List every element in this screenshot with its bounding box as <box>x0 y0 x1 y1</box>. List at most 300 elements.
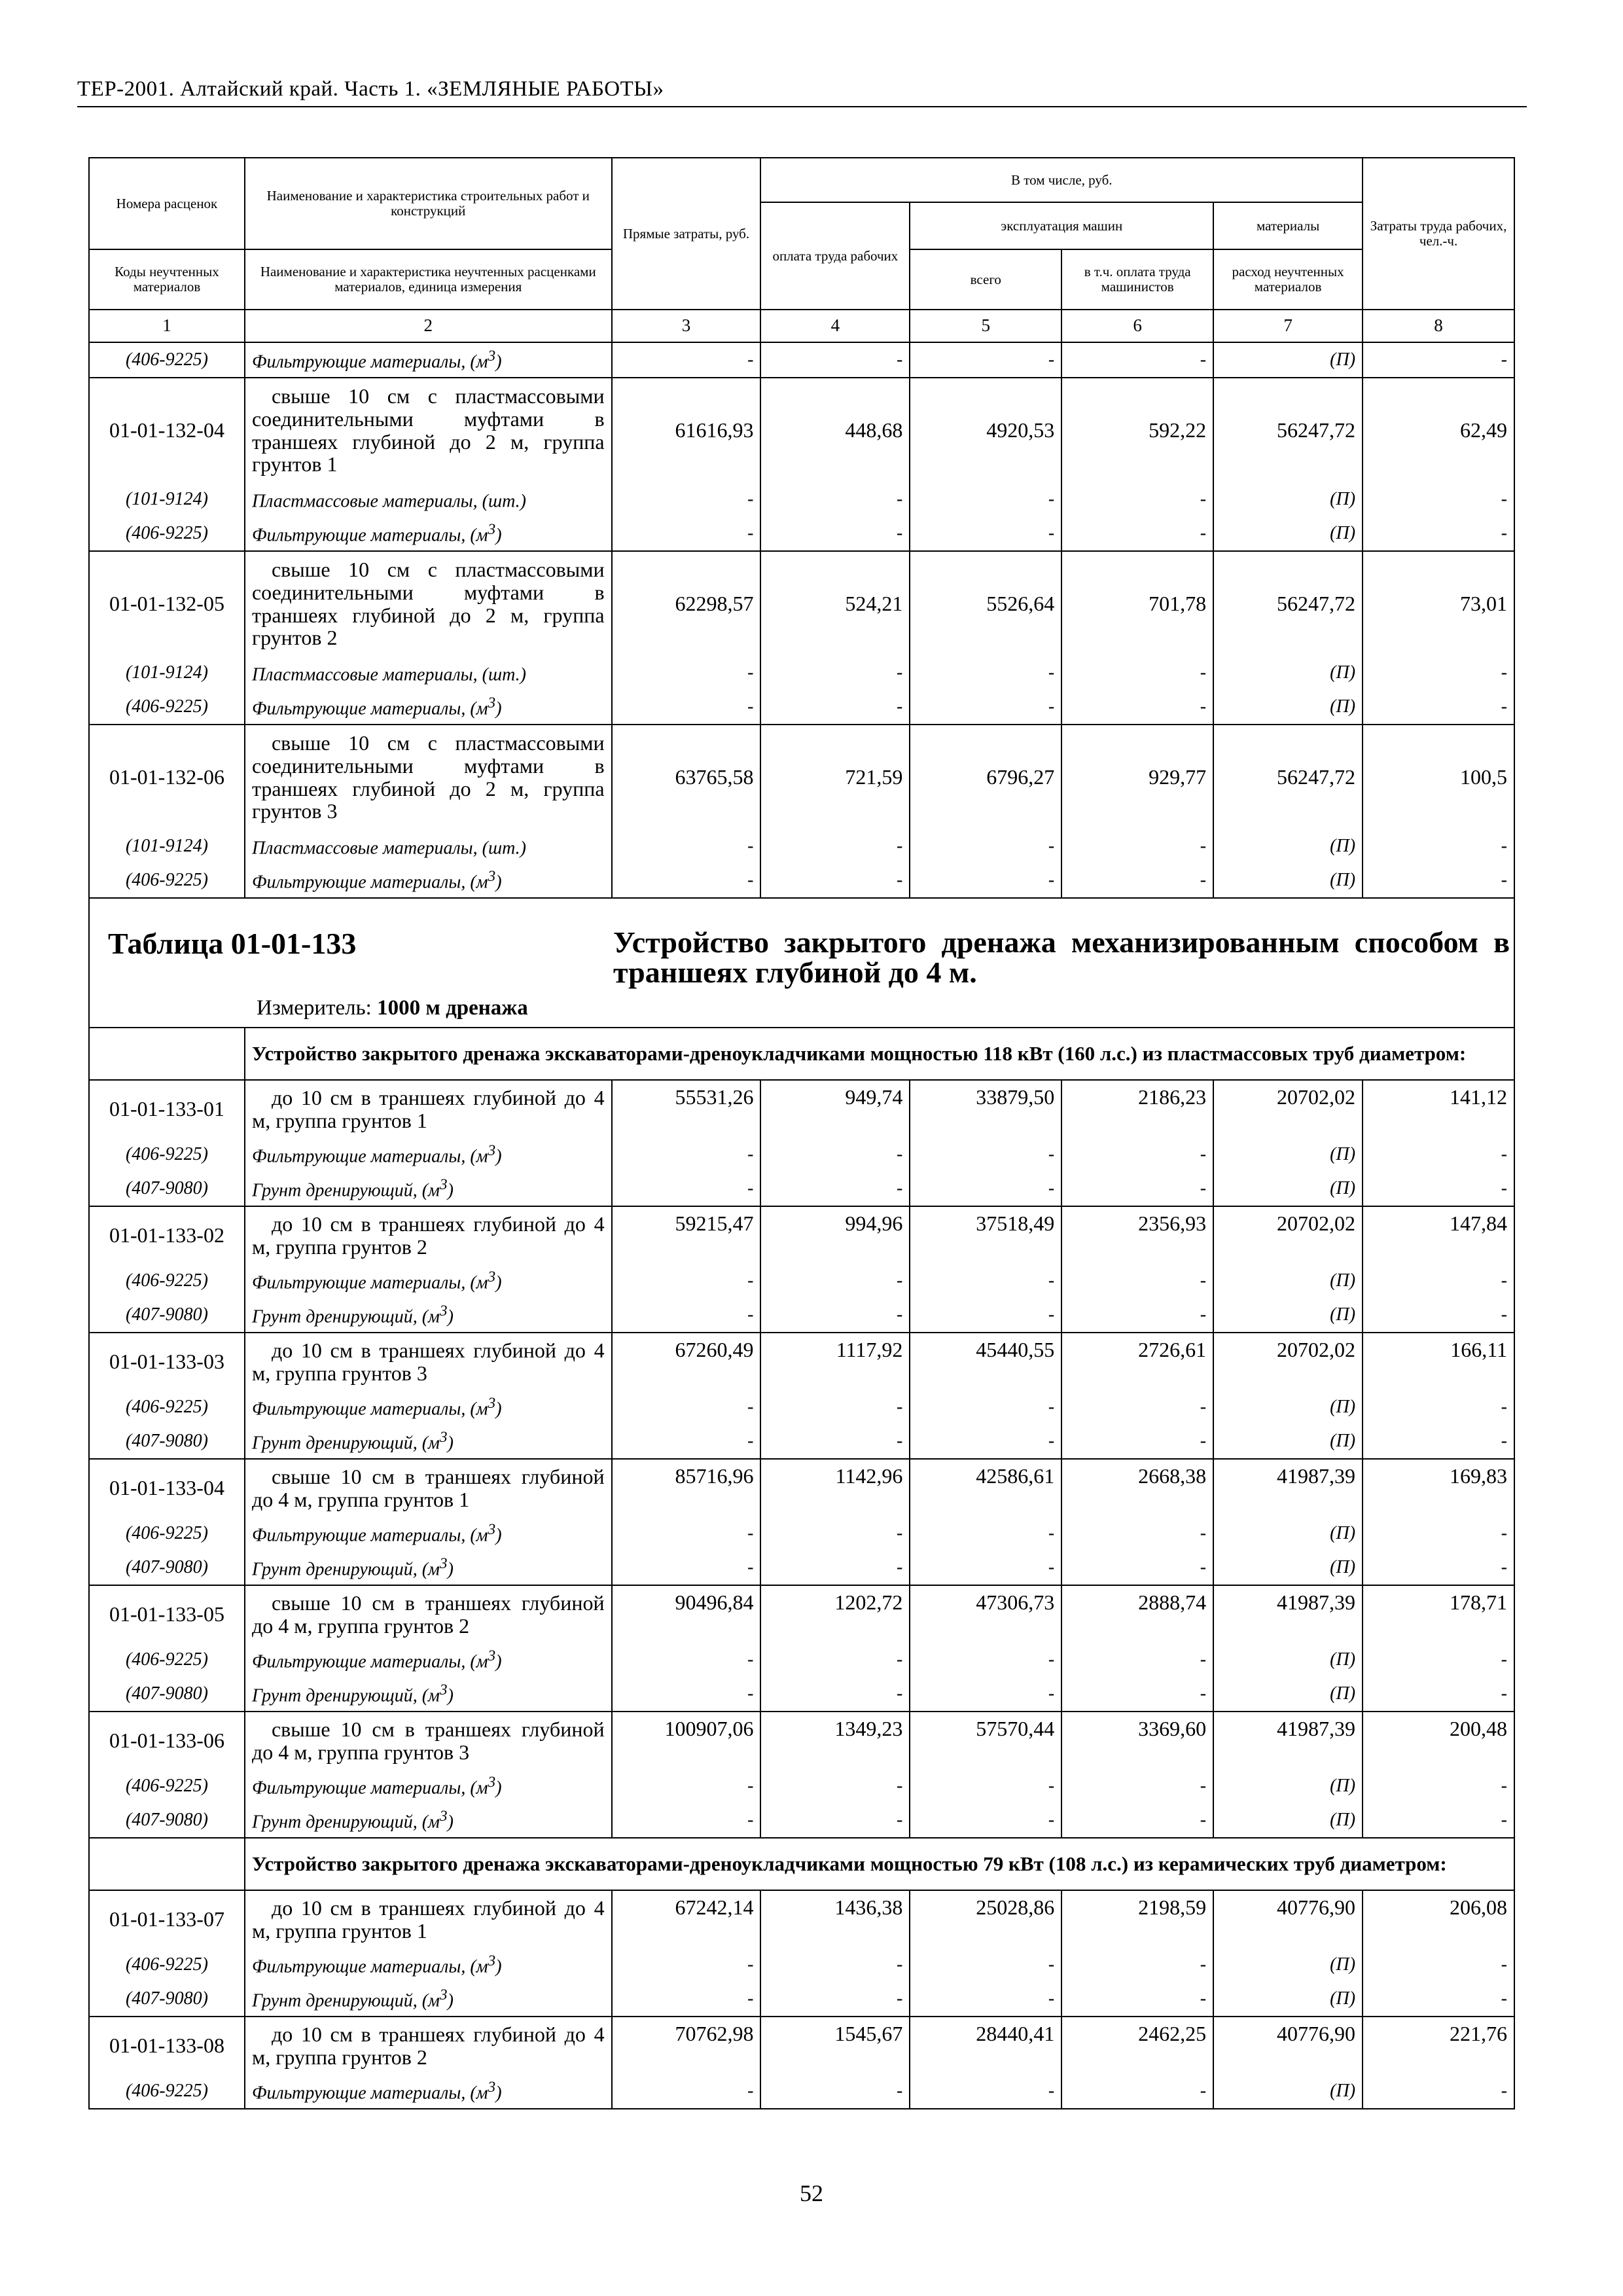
material-value: - <box>1061 656 1213 690</box>
material-value: - <box>910 1643 1061 1677</box>
material-value: - <box>910 1948 1061 1982</box>
material-value: (П) <box>1213 1424 1363 1459</box>
rate-row <box>89 2017 1514 2074</box>
material-value: - <box>910 829 1061 863</box>
material-value: - <box>612 1264 761 1298</box>
rate-row <box>89 1585 1514 1643</box>
material-code: (406-9225) <box>89 1390 245 1424</box>
rate-value: 41987,39 <box>1213 1712 1363 1769</box>
material-value: - <box>612 342 761 378</box>
rate-value: 40776,90 <box>1213 1890 1363 1948</box>
material-code: (407-9080) <box>89 1424 245 1459</box>
material-value: - <box>760 829 910 863</box>
rate-value: 57570,44 <box>910 1712 1061 1769</box>
material-value: - <box>1061 1390 1213 1424</box>
section-spacer <box>89 1028 245 1080</box>
rate-value: 1117,92 <box>760 1333 910 1390</box>
rate-value: 178,71 <box>1363 1585 1514 1643</box>
material-name: Грунт дренирующий, $(м^3)$ <box>245 1424 612 1459</box>
rate-description: свыше 10 см с пластмассовыми соединительными муфтами в траншеях глубиной до 2 м, группа грунтов 3 <box>245 725 612 829</box>
rate-description: свыше 10 см в траншеях глубиной до 4 м, группа грунтов 1 <box>245 1459 612 1516</box>
material-value: - <box>760 482 910 516</box>
material-row <box>89 1264 1514 1298</box>
header-materials: материалы <box>1213 202 1363 249</box>
material-value: - <box>910 1803 1061 1838</box>
material-code: (407-9080) <box>89 1551 245 1585</box>
material-value: - <box>1061 516 1213 551</box>
material-row <box>89 1298 1514 1333</box>
rate-value: 61616,93 <box>612 378 761 482</box>
material-value: - <box>1061 1138 1213 1172</box>
rate-value: 70762,98 <box>612 2017 761 2074</box>
column-number: 2 <box>245 310 612 342</box>
rate-value: 2356,93 <box>1061 1206 1213 1264</box>
column-number: 6 <box>1061 310 1213 342</box>
material-value: - <box>910 1769 1061 1803</box>
rate-value: 20702,02 <box>1213 1333 1363 1390</box>
material-value: (П) <box>1213 690 1363 725</box>
material-value: - <box>1061 690 1213 725</box>
material-code: (406-9225) <box>89 1769 245 1803</box>
rate-value: 2462,25 <box>1061 2017 1213 2074</box>
material-value: - <box>612 482 761 516</box>
material-code: (407-9080) <box>89 1298 245 1333</box>
rate-code: 01-01-133-08 <box>89 2017 245 2074</box>
material-value: - <box>612 1298 761 1333</box>
rates-table <box>88 157 1515 2109</box>
section-plastic-pipes <box>89 1028 1514 1080</box>
material-row <box>89 1424 1514 1459</box>
material-value: - <box>910 1172 1061 1206</box>
material-name: Фильтрующие материалы, $(м^3)$ <box>245 1643 612 1677</box>
material-value: - <box>1363 2074 1514 2109</box>
material-value: - <box>1061 1643 1213 1677</box>
material-value: - <box>612 1424 761 1459</box>
material-value: - <box>910 1390 1061 1424</box>
section-heading-text: Устройство закрытого дренажа экскаваторами-дреноукладчиками мощностью 118 кВт (160 л.с.) из пластмассовых труб диаметром: <box>251 1041 1467 1065</box>
column-number: 1 <box>89 310 245 342</box>
material-value: - <box>1363 482 1514 516</box>
rate-value: 20702,02 <box>1213 1080 1363 1138</box>
rate-value: 5526,64 <box>910 551 1061 656</box>
rate-row <box>89 1712 1514 1769</box>
material-value: - <box>910 656 1061 690</box>
rate-description: до 10 см в траншеях глубиной до 4 м, группа грунтов 1 <box>245 1080 612 1138</box>
rate-value: 141,12 <box>1363 1080 1514 1138</box>
material-value: - <box>1363 1677 1514 1712</box>
material-value: - <box>612 1677 761 1712</box>
header-labor-pay: оплата труда рабочих <box>760 202 910 310</box>
rate-value: 2888,74 <box>1061 1585 1213 1643</box>
material-code: (406-9225) <box>89 863 245 898</box>
material-value: - <box>760 1138 910 1172</box>
material-value: (П) <box>1213 2074 1363 2109</box>
material-code: (101-9124) <box>89 656 245 690</box>
material-value: - <box>612 829 761 863</box>
header-divider <box>77 106 1527 107</box>
rate-value: 37518,49 <box>910 1206 1061 1264</box>
column-number: 3 <box>612 310 761 342</box>
material-row <box>89 656 1514 690</box>
rate-row <box>89 725 1514 829</box>
rate-row <box>89 1459 1514 1516</box>
material-value: - <box>910 1298 1061 1333</box>
rate-value: 20702,02 <box>1213 1206 1363 1264</box>
material-value: - <box>612 863 761 898</box>
material-value: - <box>612 1551 761 1585</box>
rate-value: 59215,47 <box>612 1206 761 1264</box>
table-meter <box>257 997 528 1020</box>
material-value: (П) <box>1213 482 1363 516</box>
rate-code: 01-01-133-05 <box>89 1585 245 1643</box>
material-value: (П) <box>1213 1172 1363 1206</box>
rate-value: 41987,39 <box>1213 1459 1363 1516</box>
rate-value: 62,49 <box>1363 378 1514 482</box>
table-title-cell <box>89 898 1514 1028</box>
rate-value: 67242,14 <box>612 1890 761 1948</box>
material-code: (407-9080) <box>89 1803 245 1838</box>
material-value: - <box>1363 1138 1514 1172</box>
rate-value: 1545,67 <box>760 2017 910 2074</box>
rate-code: 01-01-133-02 <box>89 1206 245 1264</box>
material-value: (П) <box>1213 1551 1363 1585</box>
material-row <box>89 516 1514 551</box>
material-name: Фильтрующие материалы, $(м^3)$ <box>245 2074 612 2109</box>
material-value: - <box>612 1948 761 1982</box>
header-labor-cost: Затраты труда рабочих, чел.-ч. <box>1363 158 1514 310</box>
material-value: (П) <box>1213 516 1363 551</box>
rate-code: 01-01-133-03 <box>89 1333 245 1390</box>
section-ceramic-pipes <box>89 1838 1514 1890</box>
material-name: Пластмассовые материалы, (шт.) <box>245 482 612 516</box>
rate-description: свыше 10 см в траншеях глубиной до 4 м, группа грунтов 3 <box>245 1712 612 1769</box>
rate-value: 55531,26 <box>612 1080 761 1138</box>
material-name: Грунт дренирующий, $(м^3)$ <box>245 1803 612 1838</box>
rate-value: 63765,58 <box>612 725 761 829</box>
material-code: (406-9225) <box>89 342 245 378</box>
material-value: (П) <box>1213 1390 1363 1424</box>
rate-row <box>89 1890 1514 1948</box>
rate-value: 721,59 <box>760 725 910 829</box>
material-value: - <box>1061 1769 1213 1803</box>
rate-value: 592,22 <box>1061 378 1213 482</box>
material-value: - <box>760 1516 910 1551</box>
material-value: - <box>1061 482 1213 516</box>
material-value: - <box>760 1982 910 2017</box>
material-row <box>89 1677 1514 1712</box>
rate-value: 41987,39 <box>1213 1585 1363 1643</box>
rate-value: 701,78 <box>1061 551 1213 656</box>
material-row <box>89 1172 1514 1206</box>
material-value: - <box>1363 1516 1514 1551</box>
material-value: - <box>1363 1390 1514 1424</box>
material-value: - <box>1363 1643 1514 1677</box>
rate-value: 100907,06 <box>612 1712 761 1769</box>
material-value: (П) <box>1213 1769 1363 1803</box>
rate-value: 56247,72 <box>1213 725 1363 829</box>
material-value: - <box>760 2074 910 2109</box>
rate-value: 1202,72 <box>760 1585 910 1643</box>
rate-description: свыше 10 см с пластмассовыми соединительными муфтами в траншеях глубиной до 2 м, группа грунтов 2 <box>245 551 612 656</box>
rate-value: 47306,73 <box>910 1585 1061 1643</box>
rate-code: 01-01-133-06 <box>89 1712 245 1769</box>
rate-value: 169,83 <box>1363 1459 1514 1516</box>
rate-value: 28440,41 <box>910 2017 1061 2074</box>
material-value: - <box>1363 1769 1514 1803</box>
material-row <box>89 1138 1514 1172</box>
header-materials-consumption: расход неучтенных материалов <box>1213 249 1363 310</box>
material-row <box>89 1769 1514 1803</box>
section-heading <box>245 1838 1514 1890</box>
material-value: (П) <box>1213 1677 1363 1712</box>
material-code: (407-9080) <box>89 1677 245 1712</box>
material-value: (П) <box>1213 1138 1363 1172</box>
section-heading-text: Устройство закрытого дренажа экскаваторами-дреноукладчиками мощностью 79 кВт (108 л.с.) из керамических труб диаметром: <box>251 1852 1447 1875</box>
material-row <box>89 1948 1514 1982</box>
material-value: - <box>910 1138 1061 1172</box>
rate-code: 01-01-132-04 <box>89 378 245 482</box>
material-value: - <box>1061 1551 1213 1585</box>
rate-value: 221,76 <box>1363 2017 1514 2074</box>
material-value: - <box>612 1390 761 1424</box>
material-code: (406-9225) <box>89 1948 245 1982</box>
table-title-label: Таблица 01-01-133 <box>108 927 357 960</box>
rate-code: 01-01-132-06 <box>89 725 245 829</box>
material-row <box>89 482 1514 516</box>
material-value: - <box>760 1769 910 1803</box>
material-value: - <box>760 1803 910 1838</box>
rate-description: свыше 10 см в траншеях глубиной до 4 м, группа грунтов 2 <box>245 1585 612 1643</box>
header-codes-materials: Коды неучтенных материалов <box>89 249 245 310</box>
material-name: Фильтрующие материалы, $(м^3)$ <box>245 1769 612 1803</box>
material-name: Фильтрующие материалы, $(м^3)$ <box>245 342 612 378</box>
rate-value: 2186,23 <box>1061 1080 1213 1138</box>
material-value: - <box>760 656 910 690</box>
rate-row <box>89 1333 1514 1390</box>
material-value: - <box>910 1677 1061 1712</box>
material-value: - <box>910 1551 1061 1585</box>
rate-value: 200,48 <box>1363 1712 1514 1769</box>
section-heading <box>245 1028 1514 1080</box>
header-name-materials: Наименование и характеристика неучтенных расценками материалов, единица измерения <box>245 249 612 310</box>
material-row <box>89 863 1514 898</box>
material-name: Грунт дренирующий, $(м^3)$ <box>245 1298 612 1333</box>
header-including: В том числе, руб. <box>760 158 1363 202</box>
material-code: (406-9225) <box>89 1264 245 1298</box>
material-value: - <box>612 2074 761 2109</box>
material-value: - <box>1363 1172 1514 1206</box>
material-code: (406-9225) <box>89 1138 245 1172</box>
material-value: - <box>1363 1803 1514 1838</box>
column-number: 7 <box>1213 310 1363 342</box>
material-value: (П) <box>1213 1264 1363 1298</box>
material-value: - <box>1363 1948 1514 1982</box>
material-value: - <box>1363 1298 1514 1333</box>
rate-value: 42586,61 <box>910 1459 1061 1516</box>
rate-value: 73,01 <box>1363 551 1514 656</box>
material-row <box>89 829 1514 863</box>
rate-value: 67260,49 <box>612 1333 761 1390</box>
column-number: 4 <box>760 310 910 342</box>
rate-value: 2198,59 <box>1061 1890 1213 1948</box>
rate-description: до 10 см в траншеях глубиной до 4 м, группа грунтов 3 <box>245 1333 612 1390</box>
material-row <box>89 1803 1514 1838</box>
rate-row <box>89 1080 1514 1138</box>
material-name: Фильтрующие материалы, $(м^3)$ <box>245 1516 612 1551</box>
material-code: (101-9124) <box>89 482 245 516</box>
material-value: (П) <box>1213 863 1363 898</box>
material-row <box>89 1643 1514 1677</box>
material-name: Фильтрующие материалы, $(м^3)$ <box>245 1264 612 1298</box>
table-title-row <box>89 898 1514 1028</box>
rate-value: 4920,53 <box>910 378 1061 482</box>
material-row <box>89 1390 1514 1424</box>
material-value: - <box>760 1390 910 1424</box>
section-spacer <box>89 1838 245 1890</box>
material-code: (406-9225) <box>89 1516 245 1551</box>
material-value: - <box>1061 863 1213 898</box>
material-value: - <box>910 1982 1061 2017</box>
rate-value: 206,08 <box>1363 1890 1514 1948</box>
rate-value: 994,96 <box>760 1206 910 1264</box>
material-value: - <box>612 690 761 725</box>
material-value: - <box>612 656 761 690</box>
material-value: - <box>760 1643 910 1677</box>
material-value: - <box>760 1677 910 1712</box>
material-value: - <box>910 1516 1061 1551</box>
material-row <box>89 342 1514 378</box>
material-row <box>89 1982 1514 2017</box>
rate-row <box>89 378 1514 482</box>
material-value: - <box>1061 2074 1213 2109</box>
material-name: Фильтрующие материалы, $(м^3)$ <box>245 1138 612 1172</box>
material-value: - <box>760 863 910 898</box>
rate-description: до 10 см в траншеях глубиной до 4 м, группа грунтов 1 <box>245 1890 612 1948</box>
rate-value: 147,84 <box>1363 1206 1514 1264</box>
rate-row <box>89 551 1514 656</box>
rate-value: 6796,27 <box>910 725 1061 829</box>
material-code: (101-9124) <box>89 829 245 863</box>
rate-description: до 10 см в траншеях глубиной до 4 м, группа грунтов 2 <box>245 1206 612 1264</box>
rate-value: 524,21 <box>760 551 910 656</box>
rate-value: 1436,38 <box>760 1890 910 1948</box>
rate-row <box>89 1206 1514 1264</box>
material-value: - <box>612 1138 761 1172</box>
rate-value: 85716,96 <box>612 1459 761 1516</box>
rate-value: 62298,57 <box>612 551 761 656</box>
rate-code: 01-01-133-01 <box>89 1080 245 1138</box>
material-name: Грунт дренирующий, $(м^3)$ <box>245 1551 612 1585</box>
material-value: - <box>612 1769 761 1803</box>
page-header-title: ТЕР-2001. Алтайский край. Часть 1. «ЗЕМЛЯНЫЕ РАБОТЫ» <box>77 77 664 101</box>
rate-value: 56247,72 <box>1213 551 1363 656</box>
material-name: Грунт дренирующий, $(м^3)$ <box>245 1677 612 1712</box>
rate-description: до 10 см в траншеях глубиной до 4 м, группа грунтов 2 <box>245 2017 612 2074</box>
material-value: - <box>910 516 1061 551</box>
material-value: - <box>1061 1424 1213 1459</box>
header-codes: Номера расценок <box>89 158 245 249</box>
material-value: - <box>1363 690 1514 725</box>
material-code: (406-9225) <box>89 516 245 551</box>
material-value: - <box>1061 1298 1213 1333</box>
material-value: (П) <box>1213 829 1363 863</box>
material-name: Грунт дренирующий, $(м^3)$ <box>245 1982 612 2017</box>
rate-value: 90496,84 <box>612 1585 761 1643</box>
material-name: Пластмассовые материалы, (шт.) <box>245 829 612 863</box>
material-value: - <box>910 1264 1061 1298</box>
material-value: - <box>1061 1264 1213 1298</box>
rate-code: 01-01-133-07 <box>89 1890 245 1948</box>
material-value: (П) <box>1213 1982 1363 2017</box>
rate-value: 33879,50 <box>910 1080 1061 1138</box>
material-value: (П) <box>1213 1948 1363 1982</box>
material-value: (П) <box>1213 1803 1363 1838</box>
rate-value: 40776,90 <box>1213 2017 1363 2074</box>
material-value: - <box>1363 656 1514 690</box>
material-value: - <box>1061 1516 1213 1551</box>
material-value: (П) <box>1213 1298 1363 1333</box>
meter-value: 1000 м дренажа <box>377 996 528 1020</box>
material-name: Фильтрующие материалы, $(м^3)$ <box>245 863 612 898</box>
rate-value: 45440,55 <box>910 1333 1061 1390</box>
page-number: 52 <box>800 2180 823 2206</box>
material-name: Фильтрующие материалы, $(м^3)$ <box>245 516 612 551</box>
meter-label: Измеритель: <box>257 996 372 1020</box>
material-value: - <box>612 1982 761 2017</box>
material-value: - <box>910 2074 1061 2109</box>
material-value: - <box>1363 829 1514 863</box>
rate-value: 56247,72 <box>1213 378 1363 482</box>
material-value: - <box>1061 1948 1213 1982</box>
material-value: - <box>760 1264 910 1298</box>
rate-value: 100,5 <box>1363 725 1514 829</box>
rate-value: 166,11 <box>1363 1333 1514 1390</box>
header-direct-costs: Прямые затраты, руб. <box>612 158 761 310</box>
rate-value: 3369,60 <box>1061 1712 1213 1769</box>
material-value: - <box>612 516 761 551</box>
material-value: - <box>760 690 910 725</box>
material-value: - <box>760 1172 910 1206</box>
material-value: - <box>910 482 1061 516</box>
table-title-text: Устройство закрытого дренажа механизированным способом в траншеях глубиной до 4 м. <box>613 925 1510 989</box>
material-value: - <box>760 1298 910 1333</box>
header-machines: эксплуатация машин <box>910 202 1213 249</box>
material-value: - <box>612 1643 761 1677</box>
material-value: - <box>612 1516 761 1551</box>
material-value: - <box>1363 1982 1514 2017</box>
material-row <box>89 1516 1514 1551</box>
material-name: Грунт дренирующий, $(м^3)$ <box>245 1172 612 1206</box>
material-name: Фильтрующие материалы, $(м^3)$ <box>245 1390 612 1424</box>
material-value: - <box>1363 1424 1514 1459</box>
column-number: 8 <box>1363 310 1514 342</box>
material-value: - <box>1363 863 1514 898</box>
rate-value: 2668,38 <box>1061 1459 1213 1516</box>
material-value: - <box>1061 1982 1213 2017</box>
material-value: - <box>910 863 1061 898</box>
material-code: (406-9225) <box>89 1643 245 1677</box>
material-value: - <box>1061 342 1213 378</box>
material-value: - <box>1061 829 1213 863</box>
material-name: Фильтрующие материалы, $(м^3)$ <box>245 1948 612 1982</box>
material-name: Пластмассовые материалы, (шт.) <box>245 656 612 690</box>
material-code: (407-9080) <box>89 1172 245 1206</box>
material-code: (407-9080) <box>89 1982 245 2017</box>
rate-code: 01-01-132-05 <box>89 551 245 656</box>
rate-value: 1349,23 <box>760 1712 910 1769</box>
material-value: - <box>910 342 1061 378</box>
rate-description: свыше 10 см с пластмассовыми соединительными муфтами в траншеях глубиной до 2 м, группа грунтов 1 <box>245 378 612 482</box>
